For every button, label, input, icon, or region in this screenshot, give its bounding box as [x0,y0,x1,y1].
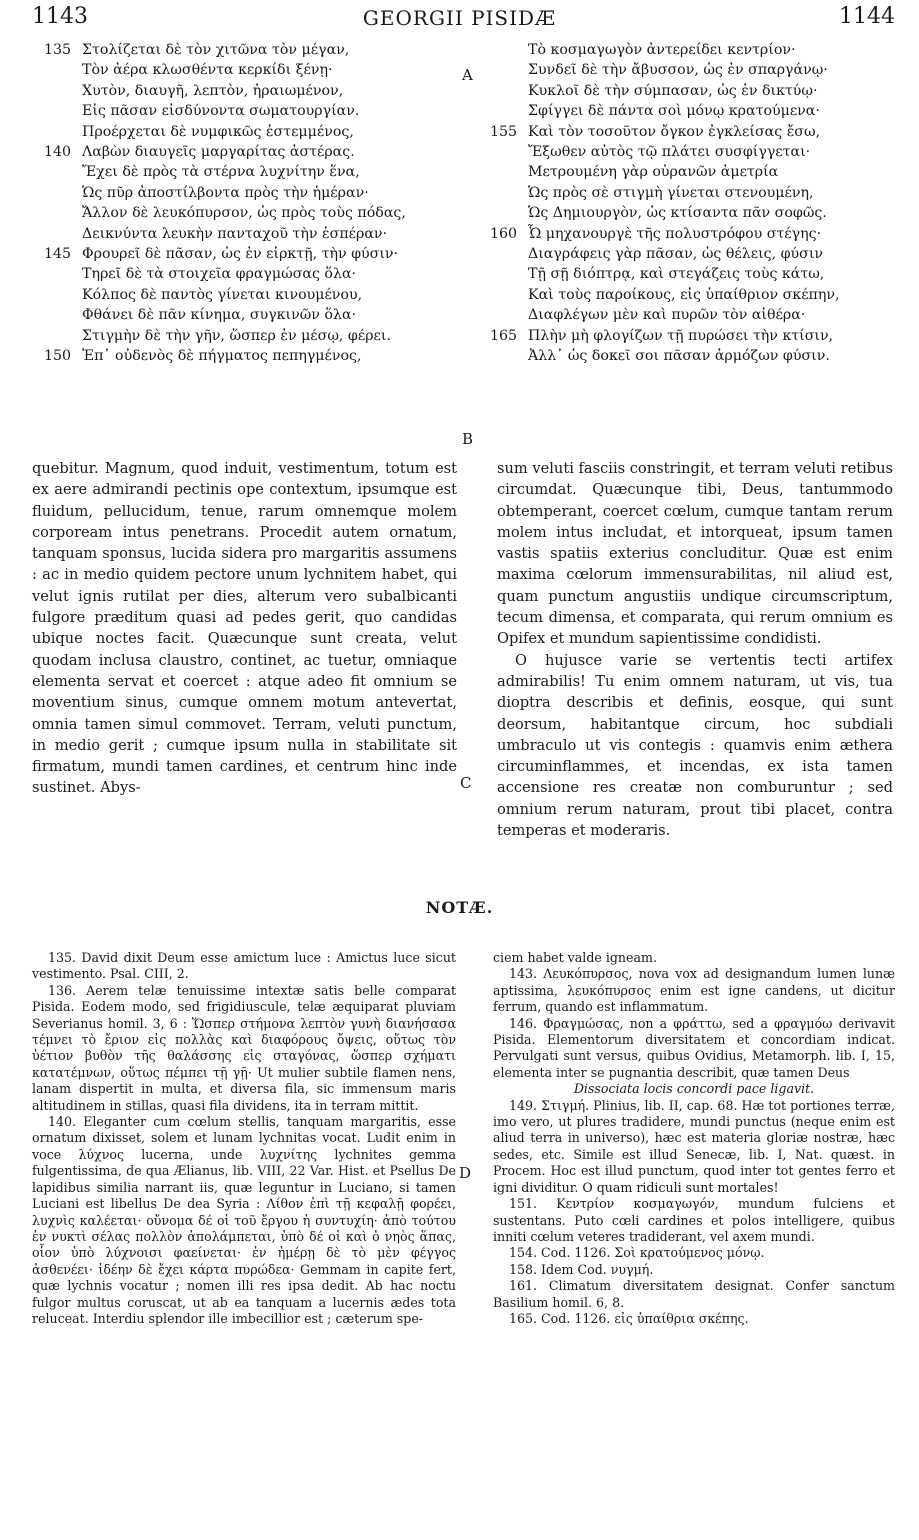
verse-line [44,101,454,121]
verse-number [490,101,528,121]
verse-number: 160 [490,225,518,242]
verse-text: Καὶ τοὺς παροίκους, εἰς ὑπαίθριον σκέπην, [528,286,840,303]
verse-number: 150 [44,348,72,365]
verse-text: Ἀλλ᾽ ὡς δοκεῖ σοι πᾶσαν ἁρμόζων φύσιν. [528,348,830,365]
verse-number [490,81,528,101]
verse-number [490,305,528,325]
verse-text: Τὸ κοσμαγωγὸν ἀντερείδει κεντρίον· [528,42,796,58]
verse-text: Σφίγγει δὲ πάντα σοὶ μόνῳ κρατούμενα· [528,103,820,120]
verse-line [490,224,900,244]
verse-line [490,326,900,346]
verse-text: Τηρεῖ δὲ τὰ στοιχεῖα φραγμώσας ὅλα· [82,266,357,283]
verse-line [44,60,454,80]
verse-number: 135 [44,42,72,58]
note-paragraph: 161. Climatum diversitatem designat. Confer sanctum Basilium homil. 6, 8. [493,1278,895,1310]
note-paragraph: 136. Aerem telæ tenuissime intextæ satis belle comparat Pisida. Eodem modo, sed frigidiuscule, telæ æquiparat pluviam Severianus homil. 3, 6 : Ὥσπερ στήμονα λεπτὸν γυνὴ διανήσασα τέμνει τὸ ἔριον εἰς πολλὰς καὶ διαφόρους ὄψεις, οὕτως τὸν ὑέτιον βυθὸν τῆς θαλάσσης εἰς σταγόνας, ὥσπερ σχήματι κατατέμνων, οὕτως πέμπει τῇ γῇ· Ut mulier subtile flamen nens, lanam dispertit in multa, et diversa fila, sic immensum maris altitudinem in stillas, quasi fila dividens, ita in terram mittit. [32,982,456,1113]
verse-number [490,244,528,264]
verse-number [490,162,528,182]
verse-number [490,264,528,284]
notes-right-column [493,950,895,1327]
verse-number [44,122,82,142]
verse-text: Καὶ τὸν τοσοῦτον ὄγκον ἐγκλείσας ἔσω, [528,123,821,140]
verse-line [490,122,900,142]
margin-letter-d: D [459,1164,472,1182]
verse-number [490,60,528,80]
verse-number [44,183,82,203]
verse-line [490,60,900,80]
margin-letter-b: B [462,430,474,448]
verse-number [44,101,82,121]
verse-number: 155 [490,123,518,140]
verse-number [490,346,528,366]
verse-text: Μετρουμένη γὰρ οὐρανῶν ἀμετρία [528,164,779,181]
verse-line [44,183,454,203]
verse-text: Ἐπ᾽ οὐδενὸς δὲ πήγματος πεπηγμένος, [82,348,362,365]
verse-number [44,60,82,80]
verse-number [44,326,82,346]
verse-number: 145 [44,246,72,263]
verse-line [490,203,900,223]
verse-line [490,162,900,182]
verse-text: Στολίζεται δὲ τὸν χιτῶνα τὸν μέγαν, [82,42,350,58]
verse-text: Κόλπος δὲ παντὸς γίνεται κινουμένου, [82,286,363,303]
greek-verse-right [490,40,900,367]
verse-text: Φρουρεῖ δὲ πᾶσαν, ὡς ἐν εἱρκτῇ, τὴν φύσιν· [82,246,399,263]
verse-line [44,203,454,223]
verse-line [490,346,900,366]
verse-line [490,40,900,60]
verse-line [490,285,900,305]
running-title: GEORGII PISIDÆ [362,6,557,30]
note-paragraph: 151. Κεντρίον κοσμαγωγόν, mundum fulciens et sustentans. Puto cœli cardines et polos intelligere, quibus inniti cœlum veteres tradiderant, vel axem mundi. [493,1196,895,1244]
verse-text: Πλὴν μὴ φλογίζων τῇ πυρώσει τὴν κτίσιν, [528,327,834,344]
verse-line [44,162,454,182]
note-paragraph: Dissociata locis concordi pace ligavit. [573,1081,815,1097]
verse-number [490,40,528,60]
verse-number [490,285,528,305]
page-number-left: 1143 [32,4,88,29]
verse-line [490,101,900,121]
verse-line [490,81,900,101]
verse-line [490,264,900,284]
latin-translation-right [497,458,893,841]
note-paragraph: 146. Φραγμώσας, non a φράττω, sed a φραγμόω derivavit Pisida. Elementorum diversitatem et concordiam indicat. Pervulgati sunt versus, quibus Ovidius, Metamorph. lib. I, 15, elementa inter se pugnantia describit, quæ tamen Deus [493,1015,895,1080]
notes-heading: NOTÆ. [425,898,494,917]
verse-number [44,305,82,325]
margin-letter-c: C [460,774,472,792]
verse-text: Εἰς πᾶσαν εἰσδύνοντα σωματουργίαν. [82,103,360,120]
verse-number: 140 [44,144,72,161]
verse-number [490,183,528,203]
note-paragraph: 135. David dixit Deum esse amictum luce : Amictus luce sicut vestimento. Psal. CIII, 2. [32,950,456,982]
verse-line [44,264,454,284]
verse-line [490,244,900,264]
verse-text: Τῇ σῇ διόπτρᾳ, καὶ στεγάζεις τοὺς κάτω, [528,266,825,283]
verse-text: Δεικνύντα λευκὴν πανταχοῦ τὴν ἑσπέραν· [82,225,388,242]
note-paragraph: 158. Idem Cod. νυγμή. [509,1261,654,1277]
verse-text: Προέρχεται δὲ νυμφικῶς ἐστεμμένος, [82,123,354,140]
verse-text: Ἄλλον δὲ λευκόπυρσον, ὡς πρὸς τοὺς πόδας, [82,205,406,222]
note-paragraph: 140. Eleganter cum cœlum stellis, tanquam margaritis, esse ornatum dixisset, solem et lunam lychnitas vocat. Ludit enim in voce λύχνος lucerna, unde λυχνίτης lychnites gemma fulgentissima, de qua Ælianus, lib. VIII, 22 Var. Hist. et Psellus De lapidibus similia narrant iis, quæ leguntur in Luciano, si tamen Luciani est libellus De dea Syria : Λίθον ἐπὶ τῇ κεφαλῇ φορέει, λυχνὶς καλέεται· οὔνομα δέ οἱ τοῦ ἔργου ἡ συντυχίη· ἀπὸ τούτου ἐν νυκτὶ σέλας πολλὸν ἀπολάμπεται, ὑπὸ δέ οἱ καὶ ὁ νηὸς ἅπας, οἷον ὑπὸ λύχνοισι φαείνεται· ἐν ἡμέρῃ δὲ τὸ μὲν φέγγος ἀσθενέει· ἰδέην δὲ ἔχει κάρτα πυρώδεα· Gemmam in capite fert, quæ lychnis vocatur ; nomen illi res ipsa dedit. Ab hac noctu fulgor multus coruscat, ut ab ea tanquam a lucernis ædes tota reluceat. Interdiu splendor ille imbecillior est ; cæterum spe- [32,1114,456,1326]
verse-number [44,81,82,101]
verse-text: Συνδεῖ δὲ τὴν ἄβυσσον, ὡς ἐν σπαργάνῳ· [528,62,828,79]
notes-left-column [32,950,456,1327]
verse-text: Ὡς Δημιουργὸν, ὡς κτίσαντα πᾶν σοφῶς. [528,205,827,222]
note-paragraph: 165. Cod. 1126. εἰς ὑπαίθρια σκέπης. [509,1310,749,1326]
verse-line [44,244,454,264]
page-number-right: 1144 [839,4,895,29]
verse-text: Λαβὼν διαυγεῖς μαργαρίτας ἀστέρας. [82,144,355,161]
verse-line [44,305,454,325]
verse-line [44,122,454,142]
verse-number [44,162,82,182]
verse-text: Χυτὸν, διαυγῆ, λεπτὸν, ἠραιωμένον, [82,82,344,99]
verse-number [490,203,528,223]
verse-line [44,224,454,244]
verse-line [44,40,454,60]
verse-line [44,285,454,305]
note-paragraph: ciem habet valde igneam. [493,950,657,965]
verse-text: Διαφλέγων μὲν καὶ πυρῶν τὸν αἰθέρα· [528,307,806,324]
verse-text: Φθάνει δὲ πᾶν κίνημα, συγκινῶν ὅλα· [82,307,357,324]
verse-text: Κυκλοῖ δὲ τὴν σύμπασαν, ὡς ἐν δικτύῳ· [528,82,818,99]
verse-number [44,285,82,305]
verse-text: Ὡς πῦρ ἀποστίλβοντα πρὸς τὴν ἡμέραν· [82,184,369,201]
verse-number [44,264,82,284]
verse-text: Ὡς πρὸς σὲ στιγμὴ γίνεται στενουμένη, [528,184,814,201]
note-paragraph: 143. Λευκόπυρσος, nova vox ad designandum lumen lunæ aptissima, λευκόπυρσος enim est igne candens, ut dicitur ferrum, quando est inflammatum. [493,966,895,1015]
verse-number [44,203,82,223]
margin-letter-a: A [462,66,473,84]
verse-line [44,81,454,101]
verse-number: 165 [490,327,518,344]
verse-line [44,346,454,366]
verse-line [490,305,900,325]
verse-text: Ὦ μηχανουργὲ τῆς πολυστρόφου στέγης· [528,225,822,242]
page-header [0,4,919,38]
verse-line [490,183,900,203]
verse-line [44,326,454,346]
note-paragraph: 154. Cod. 1126. Σοὶ κρατούμενος μόνῳ. [509,1245,765,1261]
verse-line [44,142,454,162]
verse-text: Διαγράφεις γὰρ πᾶσαν, ὡς θέλεις, φύσιν [528,246,824,263]
prose-paragraph: O hujusce varie se vertentis tecti artifex admirabilis! Tu enim omnem naturam, ut vis, tua dioptra describis et definis, eosque, qui sunt deorsum, habitantque circum, hoc subdiali umbraculo ut vis contegis : quamvis enim æthera circuminflammes, et incendas, ex ista tamen accensione res creatæ non comburuntur ; sed omnium rerum naturam, prout tibi placet, contra temperas et moderaris. [497,651,893,840]
note-paragraph: 149. Στιγμή. Plinius, lib. II, cap. 68. Hæ tot portiones terræ, imo vero, ut plures tradidere, mundi punctus (neque enim est aliud terra in universo), hæc est materia gloriæ nostræ, hæc sedes, etc. Simile est illud Senecæ, lib. I, Nat. quæst. in Procem. Hoc est illud punctum, quod inter tot gentes ferro et igni dividitur. O quam ridiculi sunt mortales! [493,1097,895,1195]
verse-number [490,142,528,162]
verse-text: Ἔχει δὲ πρὸς τὰ στέρνα λυχνίτην ἕνα, [82,164,360,181]
verse-line [490,142,900,162]
verse-text: Τὸν ἀέρα κλωσθέντα κερκίδι ξένῃ· [82,62,333,79]
prose-paragraph: quebitur. Magnum, quod induit, vestimentum, totum est ex aere admirandi pectinis ope contextum, ipsumque est fluidum, pellucidum, tenue, rarum omnemque molem corpoream intus penetrans. Procedit autem ornatum, tanquam sponsus, lucida sidera pro margaritis assumens : ac in medio quidem pectore unum lychnitem habet, qui velut ignis rutilat per dies, alterum vero subalbicanti fulgore præditum quasi ad pedes gerit, quo candidas ubique noctes facit. Quæcunque sunt creata, velut quodam inclusa claustro, continet, ac tuetur, omniaque elementa servat et coercet : atque adeo fit omnium se moventium sinus, cumque omnem motum antevertat, omnia tamen simul commovet. Terram, veluti punctum, in medio gerit ; cumque ipsum nulla in stabilitate sit firmatum, mundi tamen cardines, et centrum hinc inde sustinet. Abys- [32,460,457,797]
greek-verse-left [44,40,454,367]
prose-paragraph: sum veluti fasciis constringit, et terram veluti retibus circumdat. Quæcunque tibi, Deus, tantummodo obtemperant, coercet cœlum, cumque tantam rerum molem intus includat, et intorqueat, ipsum tamen vastis spatiis exterius concluditur. Quæ est enim maxima cœlorum immensurabilitas, nil aliud est, quam punctum angustiis undique circumscriptum, tecum dimensa, et comparata, qui rerum omnium es Opifex et mundum sapientissime condidisti. [497,460,893,648]
verse-text: Στιγμὴν δὲ τὴν γῆν, ὥσπερ ἐν μέσῳ, φέρει. [82,327,391,344]
latin-translation-left [32,458,457,799]
verse-text: Ἔξωθεν αὐτὸς τῷ πλάτει συσφίγγεται· [528,144,811,161]
verse-number [44,224,82,244]
